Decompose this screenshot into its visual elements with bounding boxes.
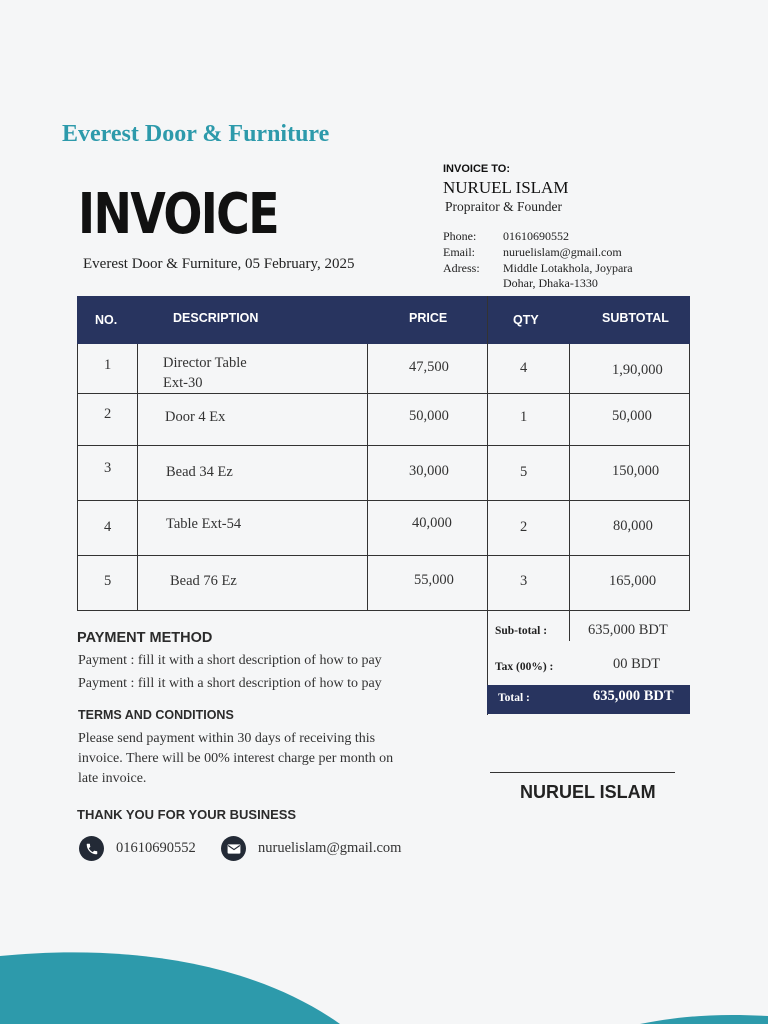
company-name: Everest Door & Furniture: [62, 121, 330, 147]
phone-value: 01610690552: [503, 229, 569, 243]
client-name: NURUEL ISLAM: [443, 178, 569, 197]
row-4-no: 4: [104, 519, 112, 535]
subtotal-value: 635,000 BDT: [588, 622, 668, 638]
row-4-qty: 2: [520, 519, 528, 535]
table-border-right: [689, 344, 690, 611]
row-1-subtotal: 1,90,000: [612, 362, 663, 378]
email-value: nuruelislam@gmail.com: [503, 245, 622, 259]
row-2-no: 2: [104, 406, 112, 422]
decorative-wave: [0, 940, 768, 1024]
address-line-1: Middle Lotakhola, Joypara: [503, 261, 633, 275]
header-subtotal: SUBTOTAL: [602, 311, 669, 325]
row-3-no: 3: [104, 460, 112, 476]
terms-text: Please send payment within 30 days of receiving this invoice. There will be 00% interest charge per month on late invoice.: [78, 731, 394, 786]
terms-heading: TERMS AND CONDITIONS: [78, 708, 234, 722]
row-3-subtotal: 150,000: [612, 463, 660, 479]
row-5-description: Bead 76 Ez: [170, 573, 237, 589]
total-value: 635,000 BDT: [593, 688, 674, 704]
mail-icon: [221, 836, 246, 861]
table-divider: [569, 344, 570, 641]
table-row-line: [77, 555, 690, 556]
invoice-title: INVOICE: [78, 182, 278, 247]
tax-value: 00 BDT: [613, 656, 661, 672]
row-1-description-2: Ext-30: [163, 375, 203, 391]
row-2-description: Door 4 Ex: [165, 409, 226, 425]
row-4-description: Table Ext-54: [166, 516, 242, 532]
row-1-qty: 4: [520, 360, 528, 376]
row-4-subtotal: 80,000: [613, 518, 653, 534]
table-row-line: [77, 393, 690, 394]
table-row-line: [77, 445, 690, 446]
address-label: Adress:: [443, 261, 480, 275]
row-3-description: Bead 34 Ez: [166, 464, 233, 480]
row-3-qty: 5: [520, 464, 528, 480]
header-price: PRICE: [409, 311, 448, 325]
row-5-no: 5: [104, 573, 112, 589]
row-5-price: 55,000: [414, 572, 454, 588]
thank-you-heading: THANK YOU FOR YOUR BUSINESS: [77, 807, 297, 822]
payment-line-2: Payment : fill it with a short description of how to pay: [78, 676, 382, 691]
row-1-no: 1: [104, 357, 112, 373]
invoice-subtitle: Everest Door & Furniture, 05 February, 2025: [83, 256, 355, 272]
email-label: Email:: [443, 245, 475, 259]
table-border-left: [77, 344, 78, 611]
table-header: [77, 296, 690, 344]
table-row-line: [77, 610, 690, 611]
signature-line: [490, 772, 675, 773]
phone-icon: [79, 836, 104, 861]
header-no: NO.: [95, 313, 118, 327]
table-divider: [367, 344, 368, 611]
subtotal-label: Sub-total :: [495, 625, 548, 637]
client-role: Propraitor & Founder: [445, 199, 562, 214]
table-divider: [137, 344, 138, 611]
row-2-subtotal: 50,000: [612, 408, 652, 424]
row-2-price: 50,000: [409, 408, 449, 424]
row-5-subtotal: 165,000: [609, 573, 657, 589]
phone-label: Phone:: [443, 229, 477, 243]
table-row-line: [77, 500, 690, 501]
payment-line-1: Payment : fill it with a short description of how to pay: [78, 653, 382, 668]
footer-email: nuruelislam@gmail.com: [258, 840, 402, 856]
row-1-price: 47,500: [409, 359, 449, 375]
footer-phone: 01610690552: [116, 840, 196, 856]
row-2-qty: 1: [520, 409, 528, 425]
row-5-qty: 3: [520, 573, 528, 589]
invoice-to-label: INVOICE TO:: [443, 163, 511, 175]
row-4-price: 40,000: [412, 515, 452, 531]
payment-method-heading: PAYMENT METHOD: [77, 630, 213, 646]
signature-name: NURUEL ISLAM: [520, 782, 656, 802]
address-line-2: Dohar, Dhaka-1330: [503, 276, 598, 290]
header-description: DESCRIPTION: [173, 311, 259, 325]
row-3-price: 30,000: [409, 463, 449, 479]
header-qty: QTY: [513, 313, 539, 327]
total-label: Total :: [498, 692, 530, 704]
table-divider: [487, 296, 488, 715]
row-1-description: Director Table: [163, 355, 247, 371]
tax-label: Tax (00%) :: [495, 661, 554, 673]
